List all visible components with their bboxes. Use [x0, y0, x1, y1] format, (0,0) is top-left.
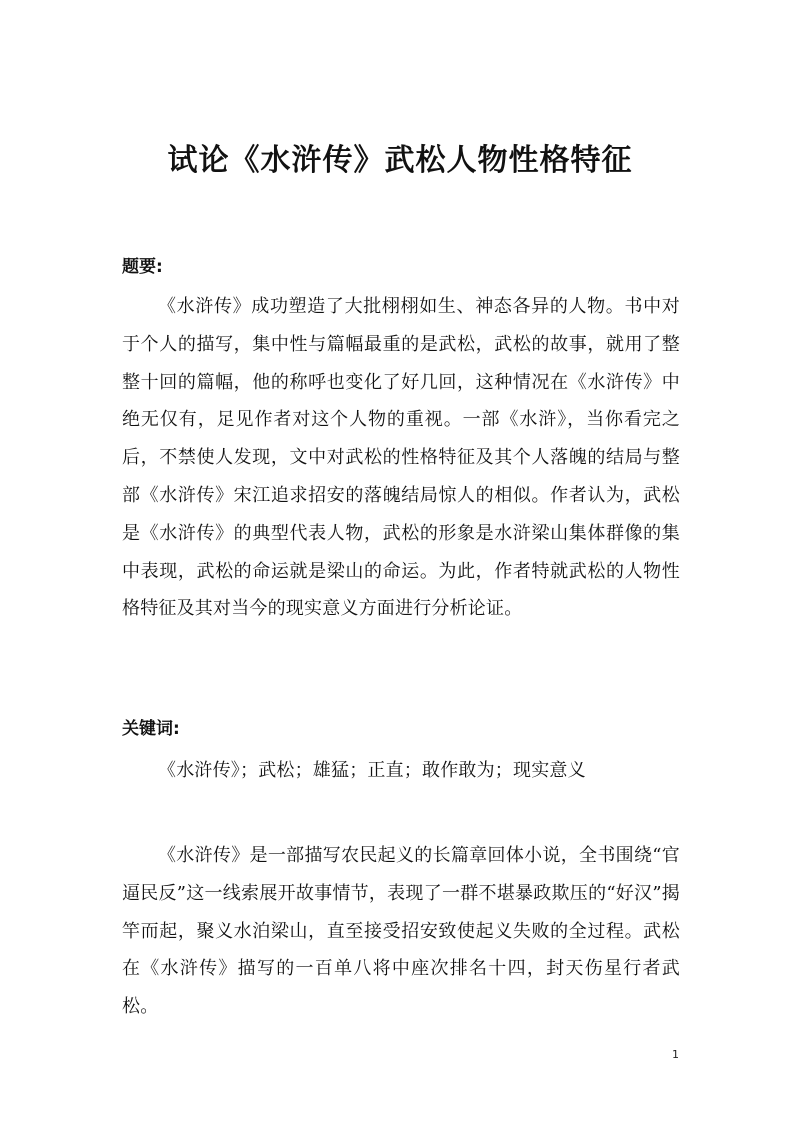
- keywords-paragraph: 《水浒传》；武松；雄猛；正直；敢作敢为；现实意义: [158, 760, 586, 781]
- abstract-label: 题要:: [122, 257, 163, 277]
- page-number: 1: [672, 1048, 679, 1061]
- body-paragraph: 《水浒传》是一部描写农民起义的长篇章回体小说，全书围绕“官逼民反”这一线索展开故事情节，表现了一群不堪暴政欺压的“好汉”揭竿而起，聚义水泊梁山，直至接受招安致使起义失败的全过程。武松在《水浒传》描写的一百单八将中座次排名十四，封天伤星行者武松。: [122, 845, 680, 1018]
- keywords-label: 关键词:: [122, 719, 180, 739]
- page-title: 试论《水浒传》武松人物性格特征: [167, 143, 633, 178]
- abstract-paragraph: 《水浒传》成功塑造了大批栩栩如生、神态各异的人物。书中对于个人的描写，集中性与篇幅最重的是武松，武松的故事，就用了整整十回的篇幅，他的称呼也变化了好几回，这种情况在《水浒传》中绝无仅有，足见作者对这个人物的重视。一部《水浒》，当你看完之后，不禁使人发现，文中对武松的性格特征及其个人落魄的结局与整部《水浒传》宋江追求招安的落魄结局惊人的相似。作者认为，武松是《水浒传》的典型代表人物，武松的形象是水浒梁山集体群像的集中表现，武松的命运就是梁山的命运。为此，作者特就武松的人物性格特征及其对当今的现实意义方面进行分析论证。: [122, 296, 680, 620]
